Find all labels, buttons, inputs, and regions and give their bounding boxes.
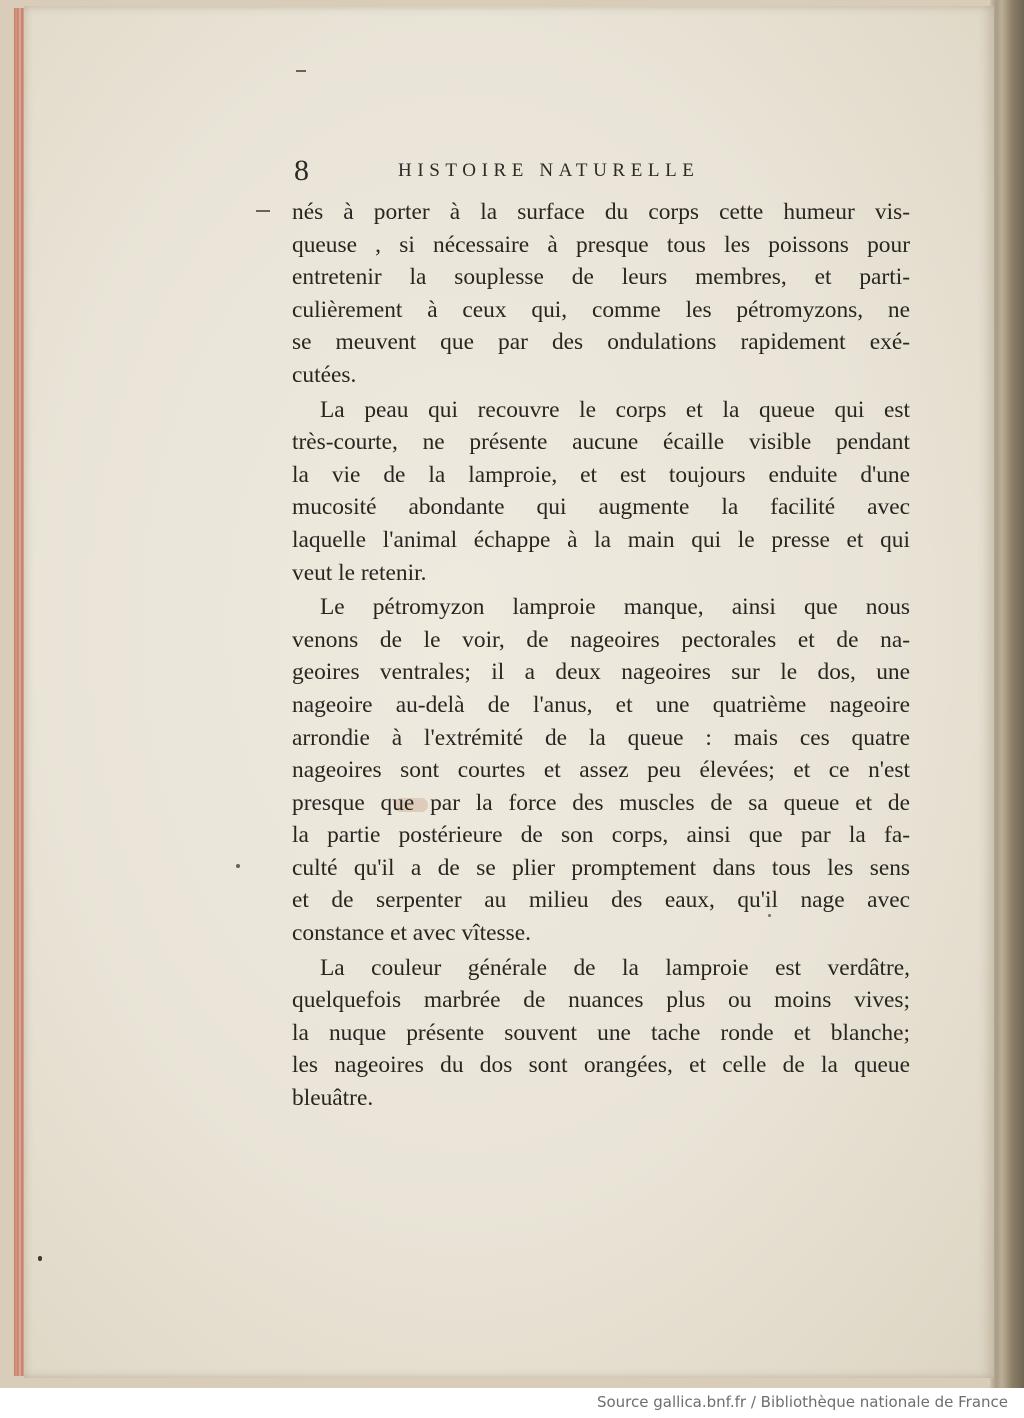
margin-dot-mark (236, 864, 240, 868)
text-line: les nageoires du dos sont orangées, et celle de la queue (292, 1052, 910, 1079)
text-line: La peau qui recouvre le corps et la queue qui est (320, 396, 910, 423)
paragraph (292, 591, 910, 950)
text-line: bleuâtre. (292, 1085, 374, 1112)
text-line: la vie de la lamproie, et est toujours enduite d'une (292, 461, 910, 488)
text-line: presque que par la force des muscles de sa queue et de (292, 789, 910, 816)
margin-dot-mark (38, 1256, 42, 1261)
text-line: queuse , si nécessaire à presque tous les poissons pour (292, 231, 910, 258)
margin-dash-mark (296, 70, 306, 72)
running-title: HISTOIRE NATURELLE (398, 160, 700, 181)
text-line: et de serpenter au milieu des eaux, qu'il nage avec (292, 887, 910, 914)
text-line: laquelle l'animal échappe à la main qui le presse et qui (292, 526, 910, 553)
text-line: nageoires sont courtes et assez peu élevées; et ce n'est (292, 757, 910, 784)
paragraph (292, 196, 910, 392)
text-line: mucosité abondante qui augmente la facilité avec (292, 494, 910, 521)
page-number: 8 (294, 154, 309, 187)
text-line: culièrement à ceux qui, comme les pétromyzons, ne (292, 296, 910, 323)
text-line: la partie postérieure de son corps, ainsi que par la fa- (292, 822, 910, 849)
text-line: nés à porter à la surface du corps cette humeur vis- (292, 199, 910, 225)
paragraph (292, 952, 910, 1115)
page-edge-right (990, 0, 1024, 1388)
text-line: la nuque présente souvent une tache ronde et blanche; (292, 1019, 910, 1046)
paragraph (292, 394, 910, 590)
text-line: cutées. (292, 361, 357, 388)
text-line: venons de le voir, de nageoires pectorales et de na- (292, 626, 910, 653)
text-line: culté qu'il a de se plier promptement dans tous les sens (292, 854, 910, 881)
text-line: nageoire au-delà de l'anus, et une quatrième nageoire (292, 691, 910, 718)
text-line: se meuvent que par des ondulations rapidement exé- (292, 329, 910, 356)
text-line: veut le retenir. (292, 559, 427, 586)
text-line: très-courte, ne présente aucune écaille visible pendant (292, 429, 910, 456)
margin-dash-mark (256, 210, 270, 212)
text-line: La couleur générale de la lamproie est verdâtre, (320, 954, 910, 981)
text-line: quelquefois marbrée de nuances plus ou moins vives; (292, 987, 910, 1014)
text-line: constance et avec vîtesse. (292, 920, 531, 947)
text-line: geoires ventrales; il a deux nageoires sur le dos, une (292, 659, 910, 686)
text-line: entretenir la souplesse de leurs membres, et parti- (292, 264, 910, 291)
body-text (292, 196, 910, 1117)
text-line: Le pétromyzon lamproie manque, ainsi que nous (320, 594, 910, 621)
source-credit: Source gallica.bnf.fr / Bibliothèque nationale de France (596, 1393, 1008, 1411)
text-line: arrondie à l'extrémité de la queue : mais ces quatre (292, 724, 910, 751)
